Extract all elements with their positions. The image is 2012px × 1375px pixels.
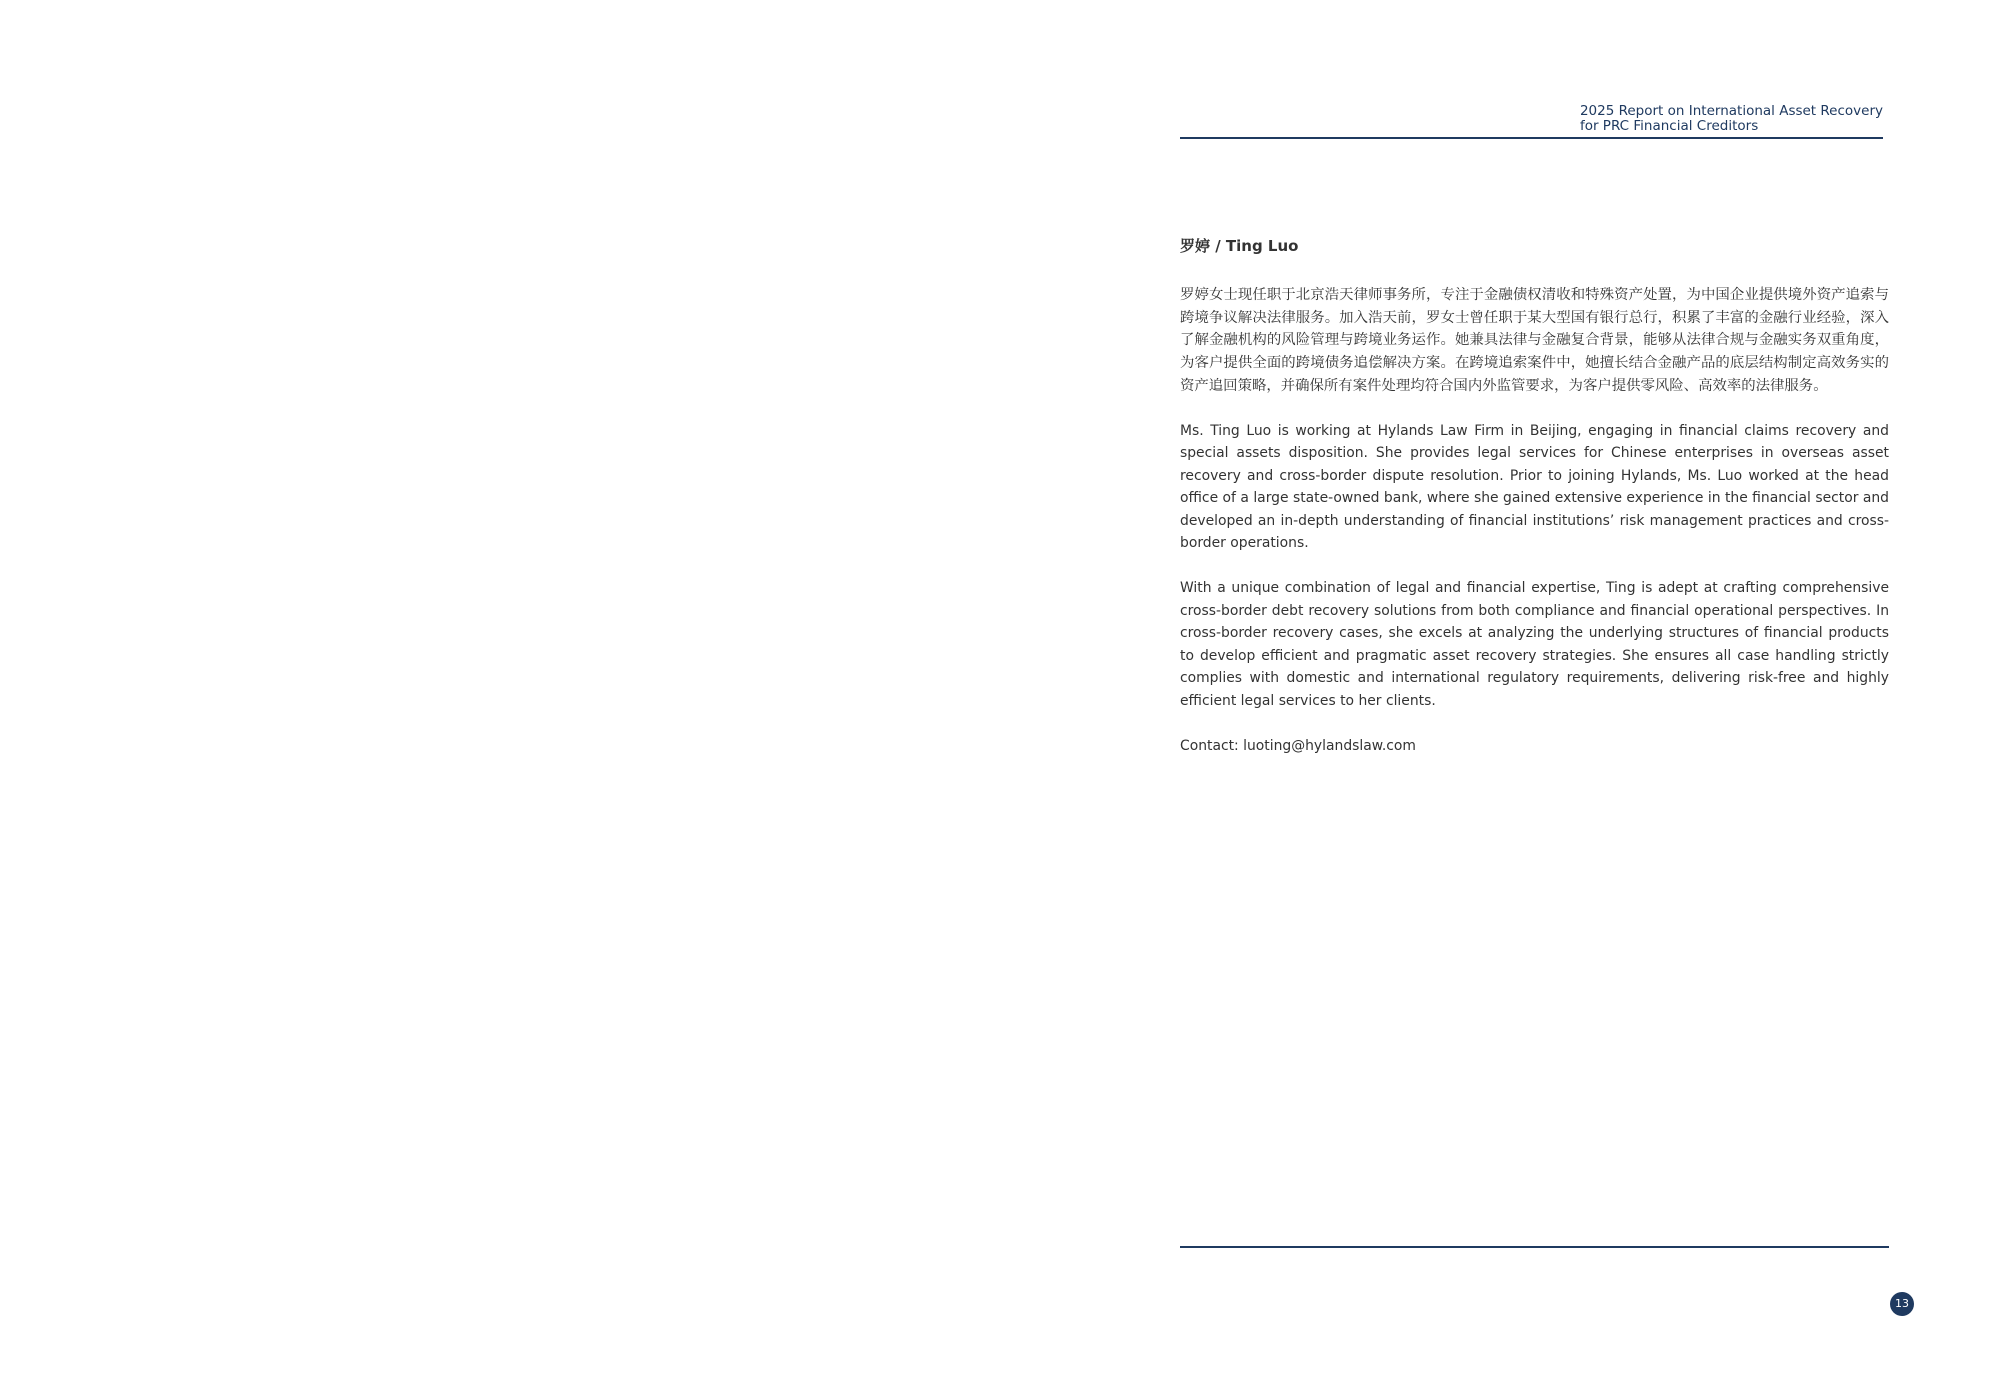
header-divider <box>1180 137 1883 139</box>
contact-line[interactable]: Contact: luoting@hylandslaw.com <box>1180 737 1416 754</box>
page-header <box>1180 104 1883 140</box>
report-title-line-2: for PRC Financial Creditors <box>1579 118 1759 134</box>
bio-chinese: 罗婷女士现任职于北京浩天律师事务所，专注于金融债权清收和特殊资产处置，为中国企业提供境外资产追索与跨境争议解决法律服务。加入浩天前，罗女士曾任职于某大型国有银行总行，积累了丰富的金融行业经验，深入了解金融机构的风险管理与跨境业务运作。她兼具法律与金融复合背景，能够从法律合规与金融实务双重角度，为客户提供全面的跨境债务追偿解决方案。在跨境追索案件中，她擅长结合金融产品的底层结构制定高效务实的资产追回策略，并确保所有案件处理均符合国内外监管要求，为客户提供零风险、高效率的法律服务。 <box>1180 287 1889 394</box>
footer-divider <box>1180 1246 1889 1248</box>
author-name: 罗婷 / Ting Luo <box>1180 237 1299 255</box>
bio-english-paragraph-1: Ms. Ting Luo is working at Hylands Law Firm in Beijing, engaging in financial claims recovery and special assets disposition. She provides legal services for Chinese enterprises in overseas asset recovery and cross-border dispute resolution. Prior to joining Hylands, Ms. Luo worked at the head office of a large state-owned bank, where she gained extensive experience in the financial sector and developed an in-depth understanding of financial institutions’ risk management practices and cross-border operations. <box>1180 422 1889 552</box>
bio-english-paragraph-2: With a unique combination of legal and financial expertise, Ting is adept at crafting comprehensive cross-border debt recovery solutions from both compliance and financial operational perspectives. In cross-border recovery cases, she excels at analyzing the underlying structures of financial products to develop efficient and pragmatic asset recovery strategies. She ensures all case handling strictly complies with domestic and international regulatory requirements, delivering risk-free and highly efficient legal services to her clients. <box>1180 580 1889 710</box>
profile-section <box>1180 232 1889 757</box>
page-number-badge: 13 <box>1890 1292 1914 1316</box>
report-title-line-1: 2025 Report on International Asset Recovery <box>1579 103 1883 119</box>
report-title <box>1580 104 1883 134</box>
